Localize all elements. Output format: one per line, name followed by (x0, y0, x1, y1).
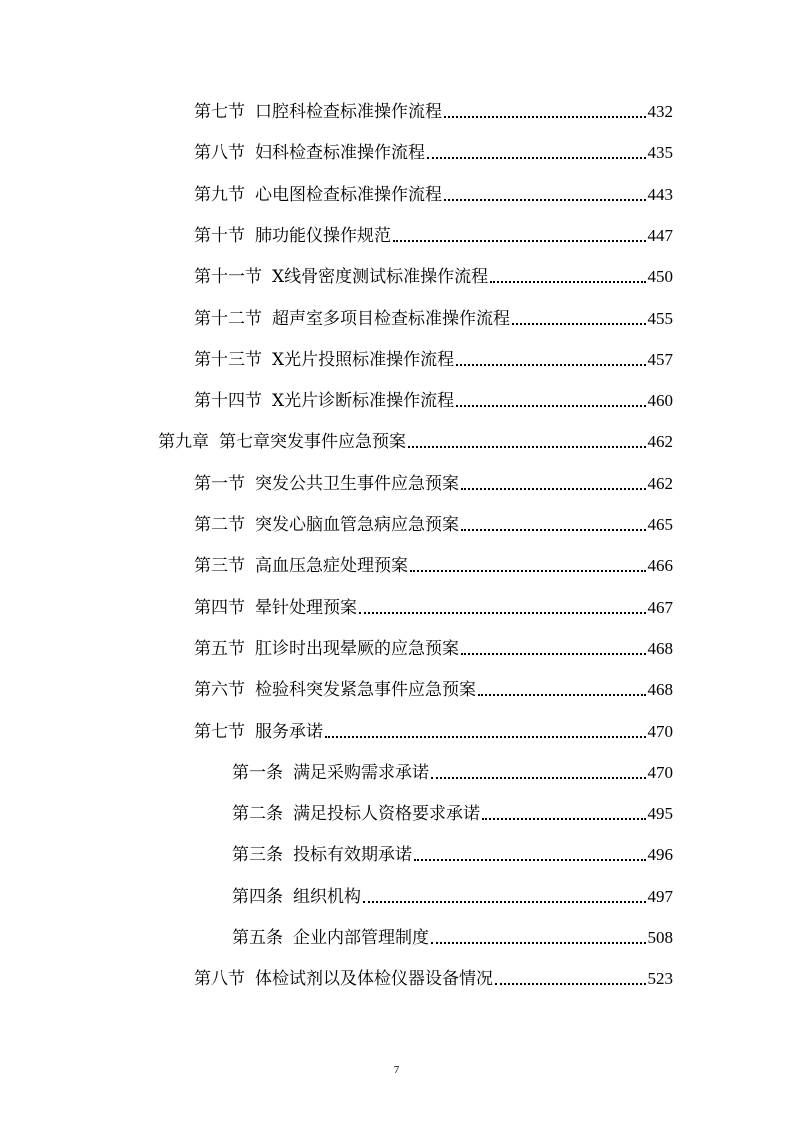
toc-entry-page: 447 (647, 226, 673, 245)
toc-entry-page: 497 (647, 887, 673, 906)
toc-entry[interactable] (194, 716, 673, 742)
dot-leader (444, 116, 646, 118)
dot-leader (478, 694, 646, 696)
toc-entry-number: 第十二节 (194, 309, 262, 329)
toc-entry-title: 服务承诺 (255, 722, 323, 742)
toc-entry[interactable] (194, 261, 673, 287)
toc-entry[interactable] (194, 963, 673, 989)
dot-leader (359, 612, 646, 614)
toc-entry[interactable] (194, 344, 673, 370)
dot-leader (363, 901, 646, 903)
toc-entry-number: 第三条 (232, 845, 283, 865)
toc-entry-number: 第二节 (194, 515, 245, 535)
toc-entry-number: 第六节 (194, 680, 245, 700)
dot-leader (431, 777, 646, 779)
dot-leader (495, 983, 646, 985)
toc-entry[interactable] (194, 633, 673, 659)
toc-entry-title: 满足采购需求承诺 (293, 763, 429, 783)
toc-entry-title: 妇科检查标准操作流程 (255, 143, 425, 163)
toc-entry[interactable] (194, 179, 673, 205)
toc-entry-title: 企业内部管理制度 (293, 928, 429, 948)
toc-entry-page: 470 (647, 722, 673, 741)
dot-leader (427, 157, 646, 159)
toc-entry-number: 第九章 (158, 432, 209, 452)
toc-entry-title: 口腔科检查标准操作流程 (255, 102, 442, 122)
toc-entry[interactable] (194, 220, 673, 246)
toc-entry-page: 466 (647, 556, 673, 575)
toc-entry-page: 457 (647, 350, 673, 369)
dot-leader (325, 736, 646, 738)
dot-leader (393, 240, 646, 242)
toc-entry-page: 462 (647, 474, 673, 493)
toc-entry-number: 第十三节 (194, 350, 262, 370)
page-number: 7 (393, 1064, 400, 1076)
toc-entry-number: 第十节 (194, 226, 245, 246)
toc-entry-page: 468 (647, 680, 673, 699)
dot-leader (444, 199, 646, 201)
toc-entry-number: 第一条 (232, 763, 283, 783)
toc-entry-number: 第七节 (194, 722, 245, 742)
toc-entry-page: 443 (647, 185, 673, 204)
dot-leader (410, 570, 646, 572)
dot-leader (461, 653, 646, 655)
toc-entry-page: 523 (647, 969, 673, 988)
toc-entry-page: 465 (647, 515, 673, 534)
toc-entry-page: 496 (647, 845, 673, 864)
dot-leader (431, 942, 646, 944)
toc-entry-page: 467 (647, 598, 673, 617)
toc-entry-page: 495 (647, 804, 673, 823)
toc-entry-title: 超声室多项目检查标准操作流程 (272, 309, 510, 329)
toc-entry-title: 组织机构 (293, 887, 361, 907)
toc-entry-number: 第十一节 (194, 267, 262, 287)
toc-entry[interactable] (194, 509, 673, 535)
toc-entry-page: 432 (647, 102, 673, 121)
dot-leader (482, 818, 646, 820)
toc-entry-number: 第八节 (194, 969, 245, 989)
toc-entry[interactable] (194, 674, 673, 700)
toc-entry-number: 第九节 (194, 185, 245, 205)
toc-entry-page: 462 (647, 432, 673, 451)
toc-entry[interactable] (232, 881, 673, 907)
toc-entry[interactable] (194, 468, 673, 494)
toc-entry[interactable] (232, 757, 673, 783)
toc-entry-number: 第四条 (232, 887, 283, 907)
toc-entry-number: 第五节 (194, 639, 245, 659)
toc-entry-page: 470 (647, 763, 673, 782)
dot-leader (512, 323, 646, 325)
dot-leader (414, 859, 646, 861)
toc-entry-number: 第八节 (194, 143, 245, 163)
toc-entry-number: 第五条 (232, 928, 283, 948)
toc-entry-title: 高血压急症处理预案 (255, 556, 408, 576)
toc-entry-number: 第一节 (194, 474, 245, 494)
toc-entry-page: 455 (647, 309, 673, 328)
dot-leader (461, 488, 646, 490)
toc-entry[interactable] (194, 303, 673, 329)
toc-entry[interactable] (194, 550, 673, 576)
toc-entry-number: 第七节 (194, 102, 245, 122)
toc-entry-number: 第二条 (232, 804, 283, 824)
toc-entry-title: 体检试剂以及体检仪器设备情况 (255, 969, 493, 989)
dot-leader (456, 405, 645, 407)
toc-entry-title: 检验科突发紧急事件应急预案 (255, 680, 476, 700)
toc-entry-title: 心电图检查标准操作流程 (255, 185, 442, 205)
toc-entry[interactable] (194, 385, 673, 411)
dot-leader (456, 364, 645, 366)
toc-entry-title: X线骨密度测试标准操作流程 (272, 267, 489, 287)
toc-entry[interactable] (158, 426, 673, 452)
toc-entry-number: 第三节 (194, 556, 245, 576)
toc-entry-number: 第四节 (194, 598, 245, 618)
toc-entry[interactable] (232, 922, 673, 948)
toc-entry[interactable] (232, 798, 673, 824)
toc-entry-title: 突发心脑血管急病应急预案 (255, 515, 459, 535)
dot-leader (461, 529, 646, 531)
toc-entry-title: 肺功能仪操作规范 (255, 226, 391, 246)
toc-entry-title: 投标有效期承诺 (293, 845, 412, 865)
toc-entry-title: X光片投照标准操作流程 (272, 350, 455, 370)
toc-entry[interactable] (194, 592, 673, 618)
toc-entry-page: 460 (647, 391, 673, 410)
toc-entry[interactable] (232, 839, 673, 865)
toc-entry-page: 435 (647, 143, 673, 162)
dot-leader (408, 446, 646, 448)
toc-entry-title: 第七章突发事件应急预案 (219, 432, 406, 452)
toc-entry-title: 晕针处理预案 (255, 598, 357, 618)
toc-entry-page: 508 (647, 928, 673, 947)
toc-entry-title: 突发公共卫生事件应急预案 (255, 474, 459, 494)
toc-entry-title: 肛诊时出现晕厥的应急预案 (255, 639, 459, 659)
toc-entry-title: 满足投标人资格要求承诺 (293, 804, 480, 824)
dot-leader (490, 281, 645, 283)
toc-entry-page: 450 (647, 267, 673, 286)
toc-entry[interactable] (194, 137, 673, 163)
toc-entry-page: 468 (647, 639, 673, 658)
toc-entry-number: 第十四节 (194, 391, 262, 411)
toc-entry[interactable] (194, 96, 673, 122)
toc-entry-title: X光片诊断标准操作流程 (272, 391, 455, 411)
